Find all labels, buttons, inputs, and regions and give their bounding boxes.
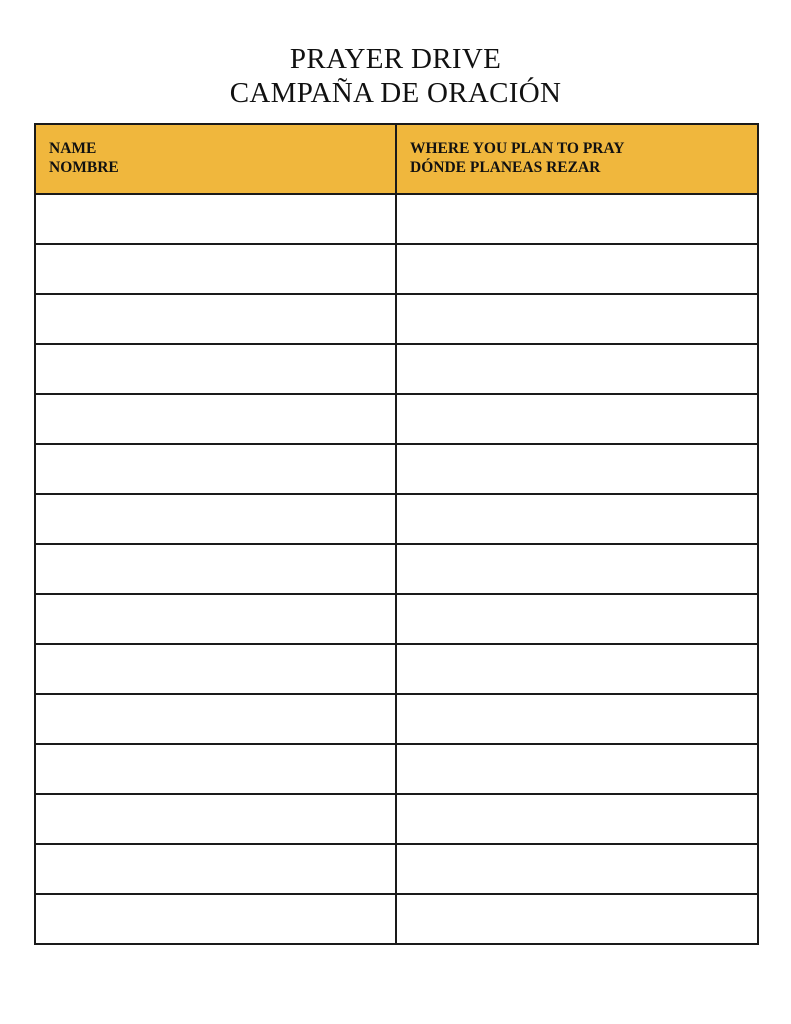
column-header-name-es: NOMBRE xyxy=(49,159,119,176)
prayer-location-cell[interactable] xyxy=(396,644,758,694)
prayer-location-entry-field[interactable] xyxy=(397,545,757,593)
prayer-location-entry-field[interactable] xyxy=(397,245,757,293)
table-row xyxy=(35,594,758,644)
prayer-location-cell[interactable] xyxy=(396,544,758,594)
prayer-location-cell[interactable] xyxy=(396,394,758,444)
table-row xyxy=(35,744,758,794)
table-row xyxy=(35,394,758,444)
name-cell[interactable] xyxy=(35,644,396,694)
name-cell[interactable] xyxy=(35,394,396,444)
table-row xyxy=(35,444,758,494)
table-row xyxy=(35,294,758,344)
title-english: PRAYER DRIVE xyxy=(289,43,502,75)
prayer-location-entry-field[interactable] xyxy=(397,395,757,443)
name-cell[interactable] xyxy=(35,544,396,594)
name-cell[interactable] xyxy=(35,494,396,544)
name-entry-field[interactable] xyxy=(36,545,395,593)
table-row xyxy=(35,644,758,694)
name-cell[interactable] xyxy=(35,244,396,294)
column-header-place xyxy=(396,124,758,194)
name-entry-field[interactable] xyxy=(36,895,395,943)
prayer-location-entry-field[interactable] xyxy=(397,445,757,493)
table-row xyxy=(35,694,758,744)
name-entry-field[interactable] xyxy=(36,595,395,643)
table-row xyxy=(35,194,758,244)
page-title xyxy=(0,42,791,110)
name-cell[interactable] xyxy=(35,194,396,244)
name-cell[interactable] xyxy=(35,894,396,944)
column-header-place-en: WHERE YOU PLAN TO PRAY xyxy=(410,140,625,157)
table-header-row xyxy=(35,124,758,194)
prayer-location-cell[interactable] xyxy=(396,594,758,644)
table-row xyxy=(35,244,758,294)
name-entry-field[interactable] xyxy=(36,445,395,493)
prayer-location-cell[interactable] xyxy=(396,894,758,944)
prayer-location-entry-field[interactable] xyxy=(397,845,757,893)
prayer-location-entry-field[interactable] xyxy=(397,495,757,543)
prayer-location-cell[interactable] xyxy=(396,794,758,844)
name-cell[interactable] xyxy=(35,344,396,394)
name-cell[interactable] xyxy=(35,794,396,844)
prayer-location-cell[interactable] xyxy=(396,194,758,244)
column-header-name xyxy=(35,124,396,194)
table-row xyxy=(35,794,758,844)
name-cell[interactable] xyxy=(35,444,396,494)
prayer-location-entry-field[interactable] xyxy=(397,295,757,343)
name-entry-field[interactable] xyxy=(36,295,395,343)
prayer-location-cell[interactable] xyxy=(396,244,758,294)
name-cell[interactable] xyxy=(35,744,396,794)
name-entry-field[interactable] xyxy=(36,345,395,393)
name-entry-field[interactable] xyxy=(36,245,395,293)
prayer-location-entry-field[interactable] xyxy=(397,195,757,243)
column-header-place-es: DÓNDE PLANEAS REZAR xyxy=(410,159,601,176)
prayer-location-cell[interactable] xyxy=(396,344,758,394)
table-row xyxy=(35,544,758,594)
title-spanish: CAMPAÑA DE ORACIÓN xyxy=(229,77,562,109)
name-entry-field[interactable] xyxy=(36,695,395,743)
name-cell[interactable] xyxy=(35,844,396,894)
table-row xyxy=(35,844,758,894)
name-cell[interactable] xyxy=(35,594,396,644)
prayer-location-entry-field[interactable] xyxy=(397,795,757,843)
table-body xyxy=(35,194,758,944)
name-entry-field[interactable] xyxy=(36,645,395,693)
prayer-location-entry-field[interactable] xyxy=(397,695,757,743)
prayer-location-cell[interactable] xyxy=(396,294,758,344)
name-cell[interactable] xyxy=(35,294,396,344)
name-entry-field[interactable] xyxy=(36,195,395,243)
name-cell[interactable] xyxy=(35,694,396,744)
table-row xyxy=(35,344,758,394)
table-row xyxy=(35,494,758,544)
prayer-location-entry-field[interactable] xyxy=(397,595,757,643)
table-row xyxy=(35,894,758,944)
prayer-location-entry-field[interactable] xyxy=(397,645,757,693)
prayer-location-entry-field[interactable] xyxy=(397,745,757,793)
name-entry-field[interactable] xyxy=(36,745,395,793)
prayer-location-cell[interactable] xyxy=(396,744,758,794)
prayer-location-cell[interactable] xyxy=(396,444,758,494)
name-entry-field[interactable] xyxy=(36,845,395,893)
signup-table xyxy=(34,123,759,945)
column-header-name-en: NAME xyxy=(49,140,97,157)
prayer-location-cell[interactable] xyxy=(396,494,758,544)
prayer-location-cell[interactable] xyxy=(396,844,758,894)
name-entry-field[interactable] xyxy=(36,395,395,443)
prayer-location-cell[interactable] xyxy=(396,694,758,744)
name-entry-field[interactable] xyxy=(36,795,395,843)
prayer-location-entry-field[interactable] xyxy=(397,345,757,393)
name-entry-field[interactable] xyxy=(36,495,395,543)
prayer-location-entry-field[interactable] xyxy=(397,895,757,943)
